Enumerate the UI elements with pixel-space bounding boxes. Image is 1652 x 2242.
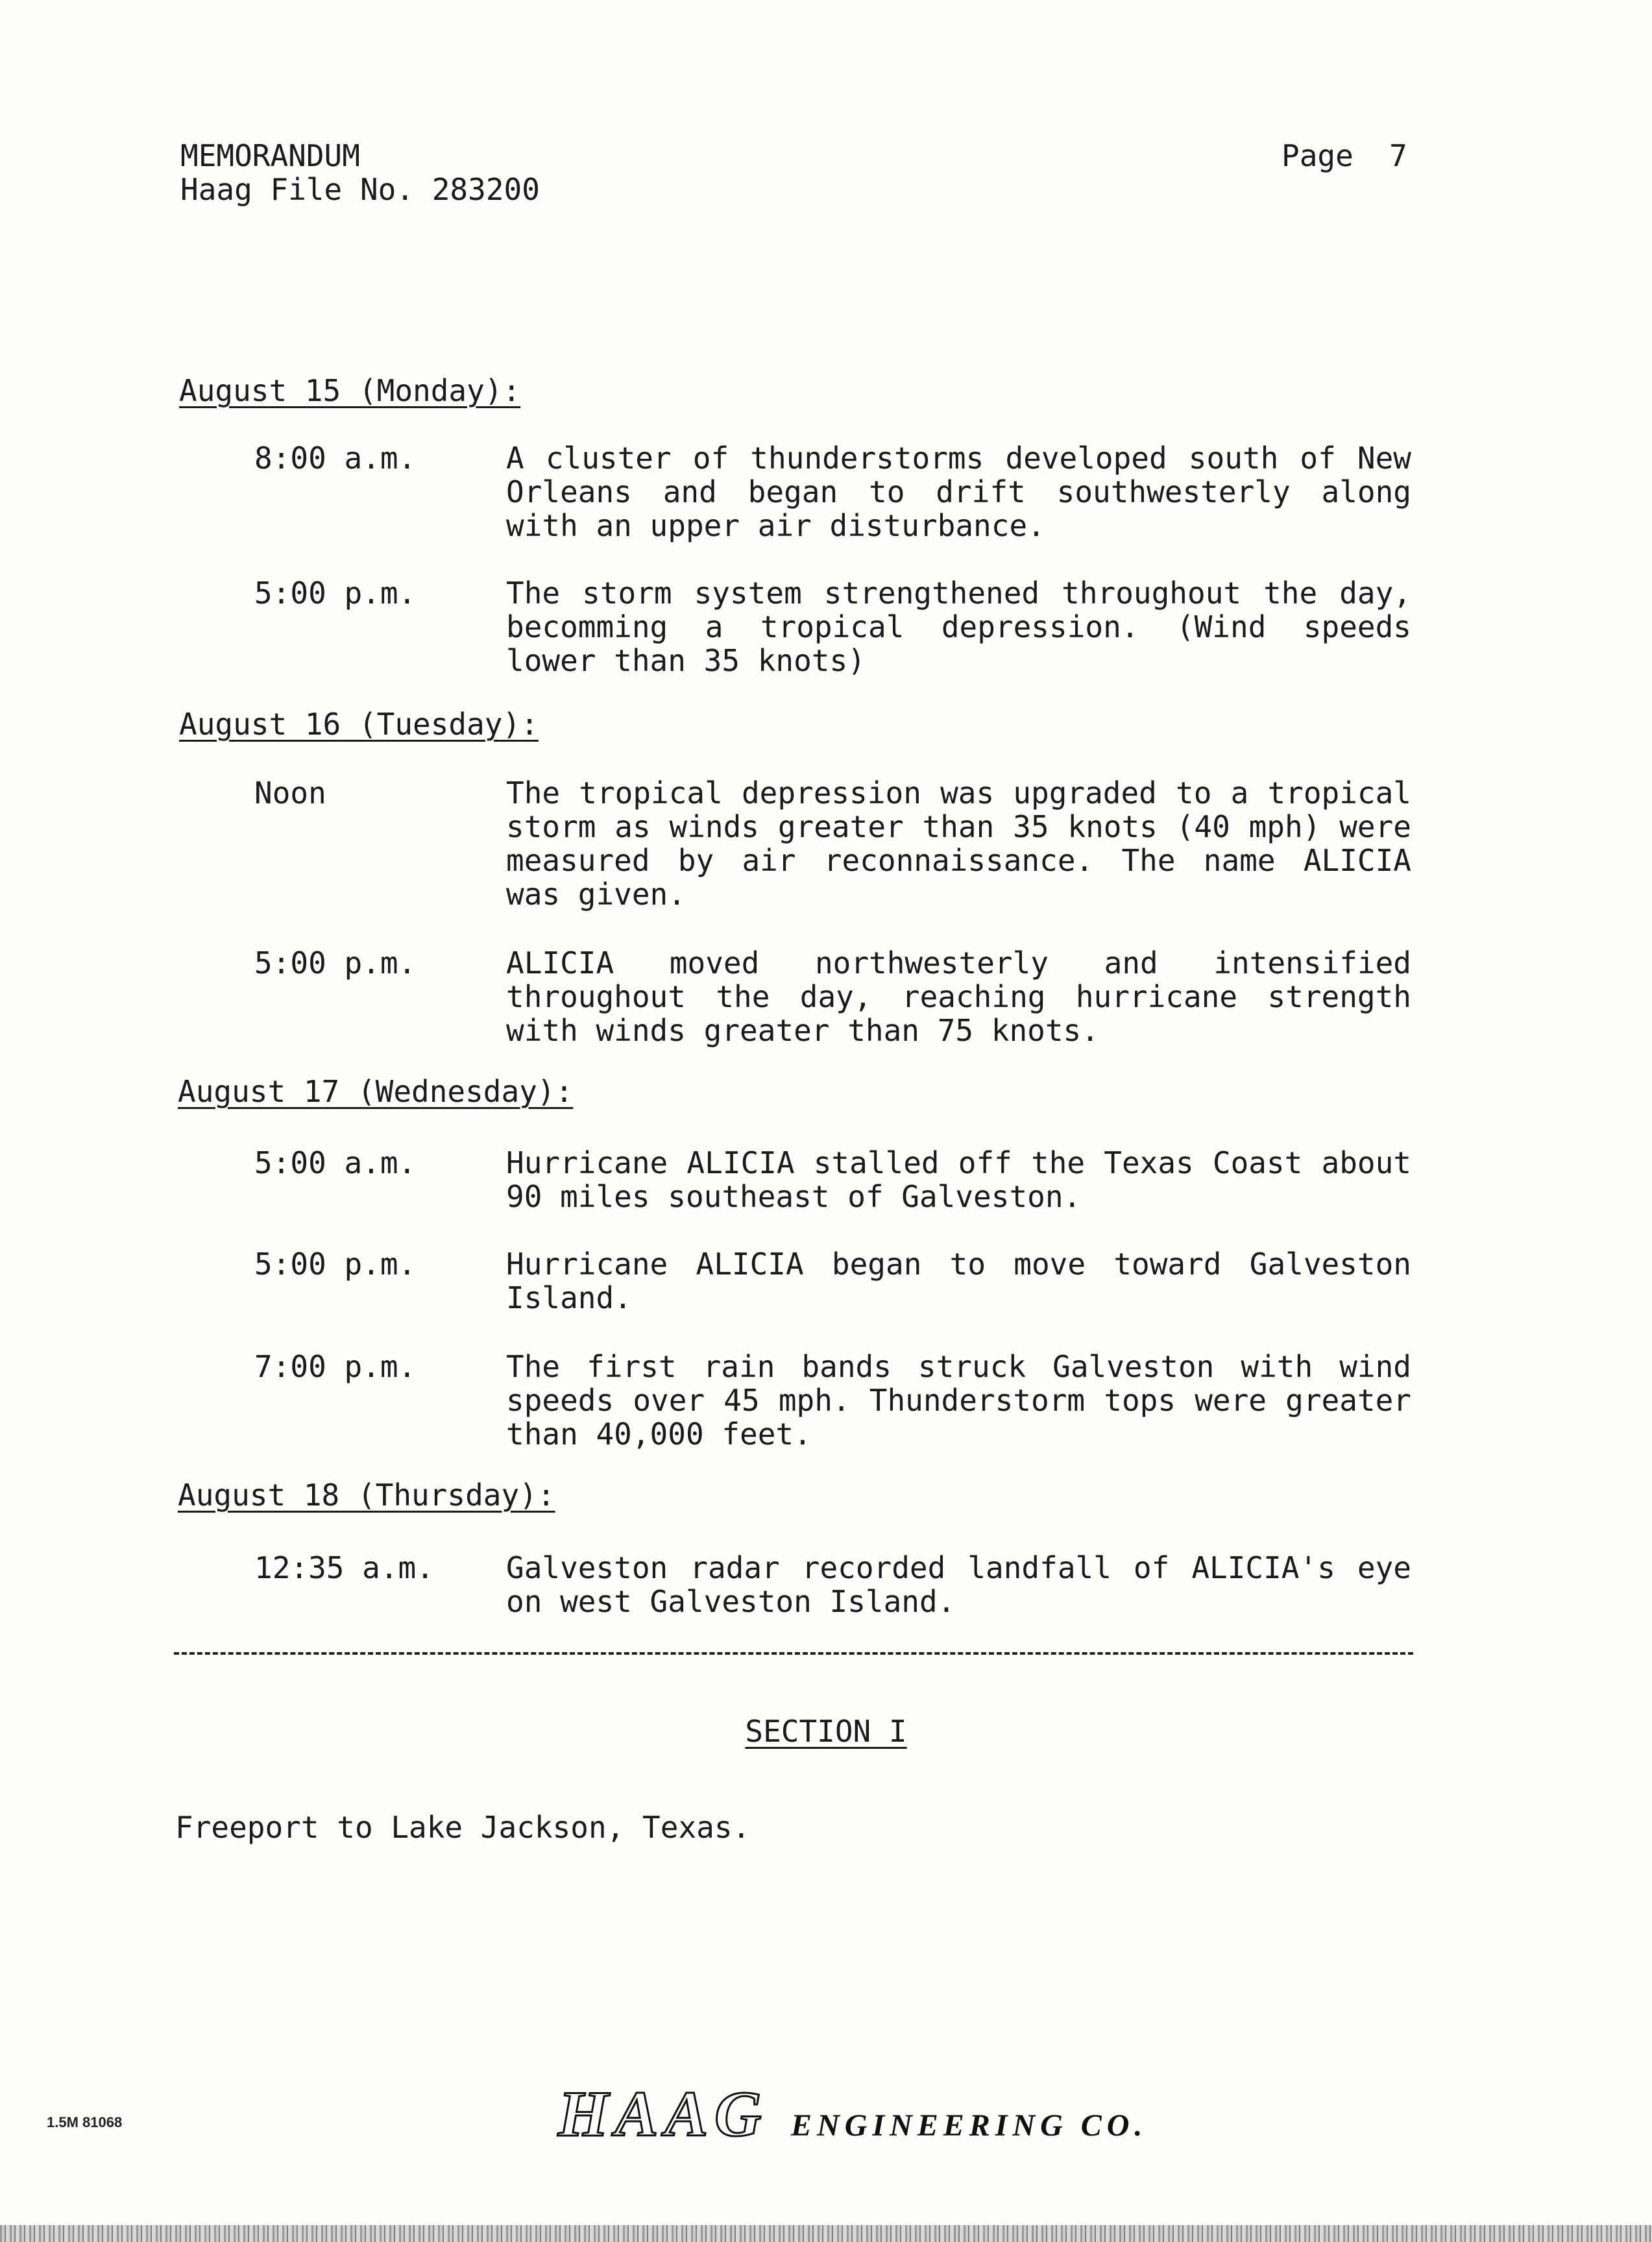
entry-time: 8:00 a.m.	[254, 441, 417, 476]
entry-time: 5:00 a.m.	[254, 1145, 417, 1180]
entry-time: Noon	[254, 775, 326, 810]
entry-text: The tropical depression was upgraded to a tropical storm as winds greater than 35 knots (40 mph) were measured by air reconnaissance. The name ALICIA was given.	[506, 775, 1411, 912]
entry-text: ALICIA moved northwesterly and intensified throughout the day, reaching hurricane strength with winds greater than 75 knots.	[506, 945, 1411, 1048]
file-number: Haag File No. 283200	[180, 172, 540, 207]
day-heading: August 16 (Tuesday):	[179, 707, 539, 742]
logo-sub-text: ENGINEERING CO.	[791, 2108, 1148, 2143]
dashed-separator	[174, 1652, 1413, 1655]
scan-edge-artifact	[0, 2225, 1652, 2242]
section-title-text: SECTION I	[745, 1714, 907, 1749]
day-heading: August 15 (Monday):	[179, 373, 521, 408]
section-title	[0, 1713, 1652, 1749]
entry-text: The first rain bands struck Galveston with wind speeds over 45 mph. Thunderstorm tops were greater than 40,000 feet.	[506, 1349, 1411, 1452]
entry-text: A cluster of thunderstorms developed south of New Orleans and began to drift southwesterly along with an upper air disturbance.	[506, 441, 1411, 543]
entry-text: Galveston radar recorded landfall of ALICIA's eye on west Galveston Island.	[506, 1550, 1411, 1619]
entry-text: Hurricane ALICIA stalled off the Texas Coast about 90 miles southeast of Galveston.	[506, 1145, 1411, 1214]
day-heading: August 18 (Thursday):	[178, 1478, 555, 1513]
entry-time: 5:00 p.m.	[254, 945, 417, 981]
page-number: Page 7	[1282, 138, 1407, 173]
form-code: 1.5M 81068	[47, 2114, 123, 2130]
company-logo	[558, 2077, 1147, 2151]
logo-main-text: HAAG	[558, 2078, 768, 2150]
entry-time: 5:00 p.m.	[254, 576, 417, 611]
entry-text: Hurricane ALICIA began to move toward Galveston Island.	[506, 1247, 1411, 1315]
entry-text: The storm system strengthened throughout the day, becomming a tropical depression. (Wind speeds lower than 35 knots)	[506, 576, 1411, 678]
entry-time: 7:00 p.m.	[254, 1349, 417, 1384]
entry-time: 12:35 a.m.	[254, 1550, 434, 1585]
entry-time: 5:00 p.m.	[254, 1247, 417, 1282]
day-heading: August 17 (Wednesday):	[178, 1074, 574, 1109]
memo-title: MEMORANDUM	[180, 138, 360, 173]
section-subtitle: Freeport to Lake Jackson, Texas.	[175, 1810, 751, 1845]
